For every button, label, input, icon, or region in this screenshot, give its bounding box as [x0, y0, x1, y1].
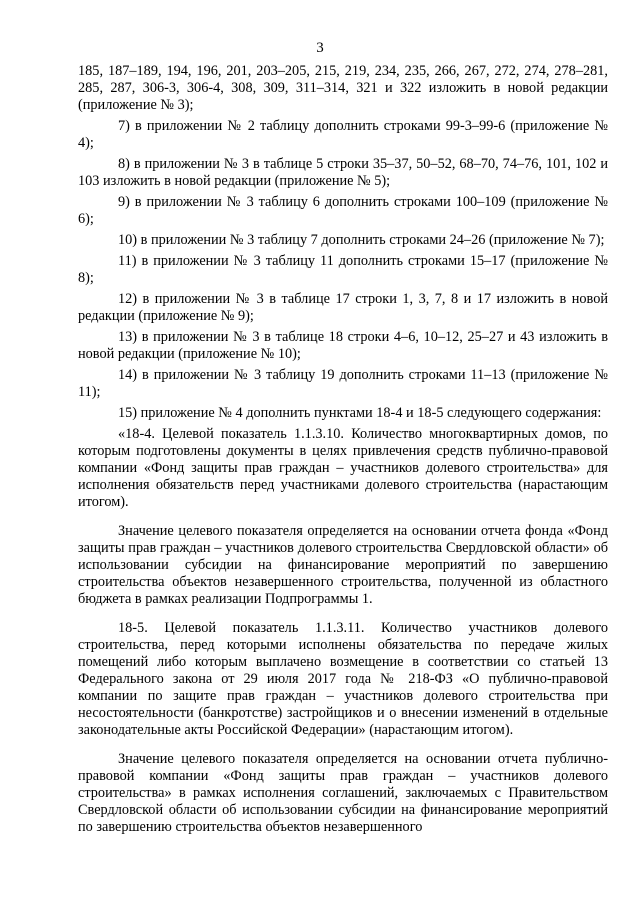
paragraph-18-4: «18-4. Целевой показатель 1.1.3.10. Количество многоквартирных домов, по которым подготовлены документы в целях привлечения средств публично-правовой компании «Фонд защиты прав граждан – участников долевого строительства» для исполнения обязательств перед участниками долевого строительства (нарастающим итогом).: [78, 426, 608, 510]
paragraph-item-15: 15) приложение № 4 дополнить пунктами 18-4 и 18-5 следующего содержания:: [118, 405, 602, 421]
paragraph-item-13: 13) в приложении № 3 в таблице 18 строки 4–6, 10–12, 25–27 и 43 изложить в новой редакции (приложение № 10);: [78, 329, 608, 362]
paragraph-item-8: 8) в приложении № 3 в таблице 5 строки 35–37, 50–52, 68–70, 74–76, 101, 102 и 103 изложить в новой редакции (приложение № 5);: [78, 156, 608, 189]
paragraph-item-7: 7) в приложении № 2 таблицу дополнить строками 99-3–99-6 (приложение № 4);: [78, 118, 608, 151]
paragraph-item-14: 14) в приложении № 3 таблицу 19 дополнить строками 11–13 (приложение № 11);: [78, 367, 608, 400]
paragraph-18-5: 18-5. Целевой показатель 1.1.3.11. Количество участников долевого строительства, перед которыми исполнены обязательства по передаче жилых помещений либо которым выплачено возмещение в соответствии со статьей 13 Федерального закона от 29 июля 2017 года № 218-ФЗ «О публично-правовой компании по защите прав граждан – участников долевого строительства при несостоятельности (банкротстве) застройщиков и о внесении изменений в отдельные законодательные акты Российской Федерации» (нарастающим итогом).: [78, 620, 608, 738]
paragraph-item-12: 12) в приложении № 3 в таблице 17 строки 1, 3, 7, 8 и 17 изложить в новой редакции (приложение № 9);: [78, 291, 608, 324]
document-body: [78, 63, 608, 836]
paragraph-item-10: 10) в приложении № 3 таблицу 7 дополнить строками 24–26 (приложение № 7);: [118, 232, 605, 248]
paragraph-18-4-value: Значение целевого показателя определяется на основании отчета фонда «Фонд защиты прав граждан – участников долевого строительства Свердловской области» об использовании субсидии на финансирование мероприятий по завершению строительства объектов незавершенного строительства, полученной из областного бюджета в рамках реализации Подпрограммы 1.: [78, 523, 608, 607]
paragraph-item-11: 11) в приложении № 3 таблицу 11 дополнить строками 15–17 (приложение № 8);: [78, 253, 608, 286]
paragraph-18-5-value: Значение целевого показателя определяется на основании отчета публично-правовой компании «Фонд защиты прав граждан – участников долевого строительства» в рамках исполнения соглашений, заключаемых с Правительством Свердловской области об использовании субсидии на финансирование мероприятий по завершению строительства объектов незавершенного: [78, 751, 608, 835]
paragraph-item-9: 9) в приложении № 3 таблицу 6 дополнить строками 100–109 (приложение № 6);: [78, 194, 608, 227]
paragraph-item-6-continuation: 185, 187–189, 194, 196, 201, 203–205, 215, 219, 234, 235, 266, 267, 272, 274, 278–281, 285, 287, 306-3, 306-4, 308, 309, 311–314, 321 и 322 изложить в новой редакции (приложение № 3);: [78, 63, 608, 113]
page-number: 3: [316, 40, 324, 56]
